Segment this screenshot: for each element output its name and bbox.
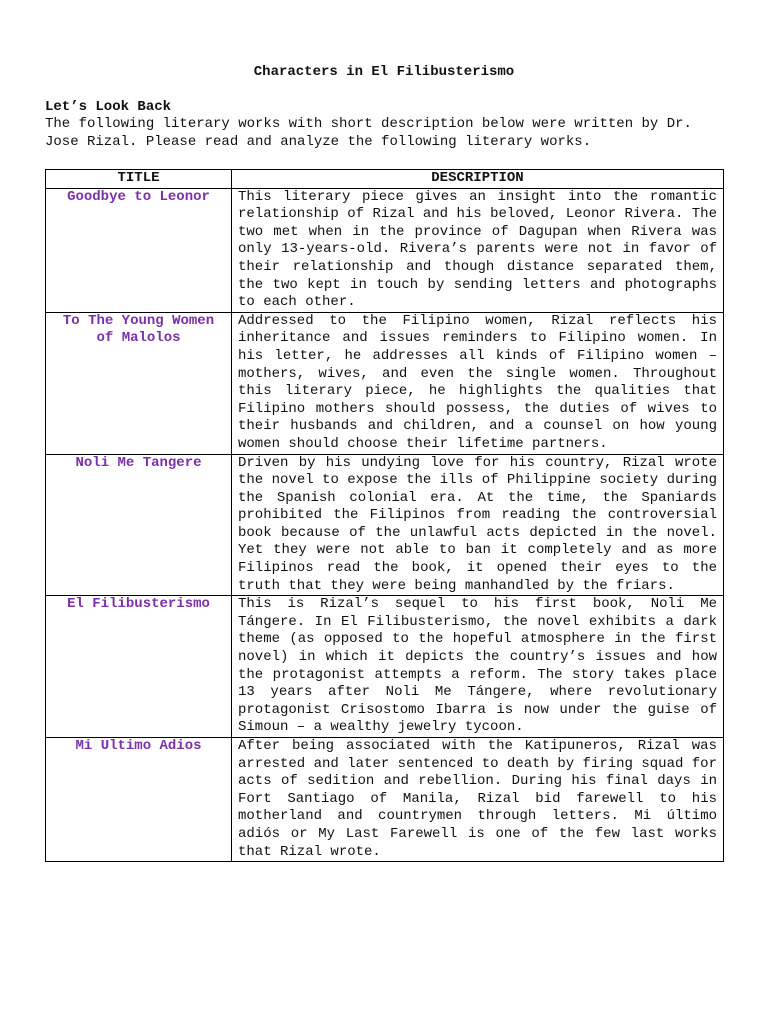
table-row [46, 454, 724, 596]
work-description: This is Rizal’s sequel to his first book, Noli Me Tángere. In El Filibusterismo, the novel exhibits a dark theme (as opposed to the hopeful atmosphere in the first novel) in which it depicts the country’s issues and how the protagonist attempts a reform. The story takes place 13 years after Noli Me Tángere, where revolutionary protagonist Crisostomo Ibarra is now under the guise of Simoun – a wealthy jewelry tycoon. [232, 596, 724, 738]
table-row [46, 596, 724, 738]
work-title: El Filibusterismo [46, 596, 232, 738]
work-title: Mi Ultimo Adios [46, 738, 232, 862]
table-row [46, 312, 724, 454]
table-row [46, 188, 724, 312]
work-description: This literary piece gives an insight into the romantic relationship of Rizal and his beloved, Leonor Rivera. The two met when in the province of Dagupan when Rivera was only 13-years-old. Rivera’s parents were not in favor of their relationship and though distance separated them, the two kept in touch by sending letters and photographs to each other. [232, 188, 724, 312]
table-header-row [46, 170, 724, 189]
page-title: Characters in El Filibusterismo [253, 64, 515, 80]
column-header-description: DESCRIPTION [232, 170, 724, 189]
intro-paragraph: The following literary works with short description below were written by Dr. Jose Rizal. Please read and analyze the following literary works. [45, 116, 692, 150]
work-title: To The Young Women of Malolos [46, 312, 232, 454]
section-heading: Let’s Look Back [45, 99, 172, 115]
column-header-title: TITLE [46, 170, 232, 189]
work-description: Driven by his undying love for his country, Rizal wrote the novel to expose the ills of Philippine society during the Spanish colonial era. At the time, the Spaniards prohibited the Filipinos from reading the controversial book because of the unlawful acts depicted in the novel. Yet they were not able to ban it completely and as more Filipinos read the book, it opened their eyes to the truth that they were being manhandled by the friars. [232, 454, 724, 596]
literary-works-table [45, 169, 724, 862]
work-title: Noli Me Tangere [46, 454, 232, 596]
work-description: After being associated with the Katipuneros, Rizal was arrested and later sentenced to death by firing squad for acts of sedition and rebellion. During his final days in Fort Santiago of Manila, Rizal bid farewell to his motherland and countrymen through letters. Mi último adiós or My Last Farewell is one of the few last works that Rizal wrote. [232, 738, 724, 862]
work-title: Goodbye to Leonor [46, 188, 232, 312]
work-description: Addressed to the Filipino women, Rizal reflects his inheritance and issues reminders to Filipino women. In his letter, he addresses all kinds of Filipino women – mothers, wives, and even the single women. Throughout this literary piece, he highlights the qualities that Filipino mothers should possess, the duties of wives to their husbands and children, and a counsel on how young women should choose their lifetime partners. [232, 312, 724, 454]
table-row [46, 738, 724, 862]
